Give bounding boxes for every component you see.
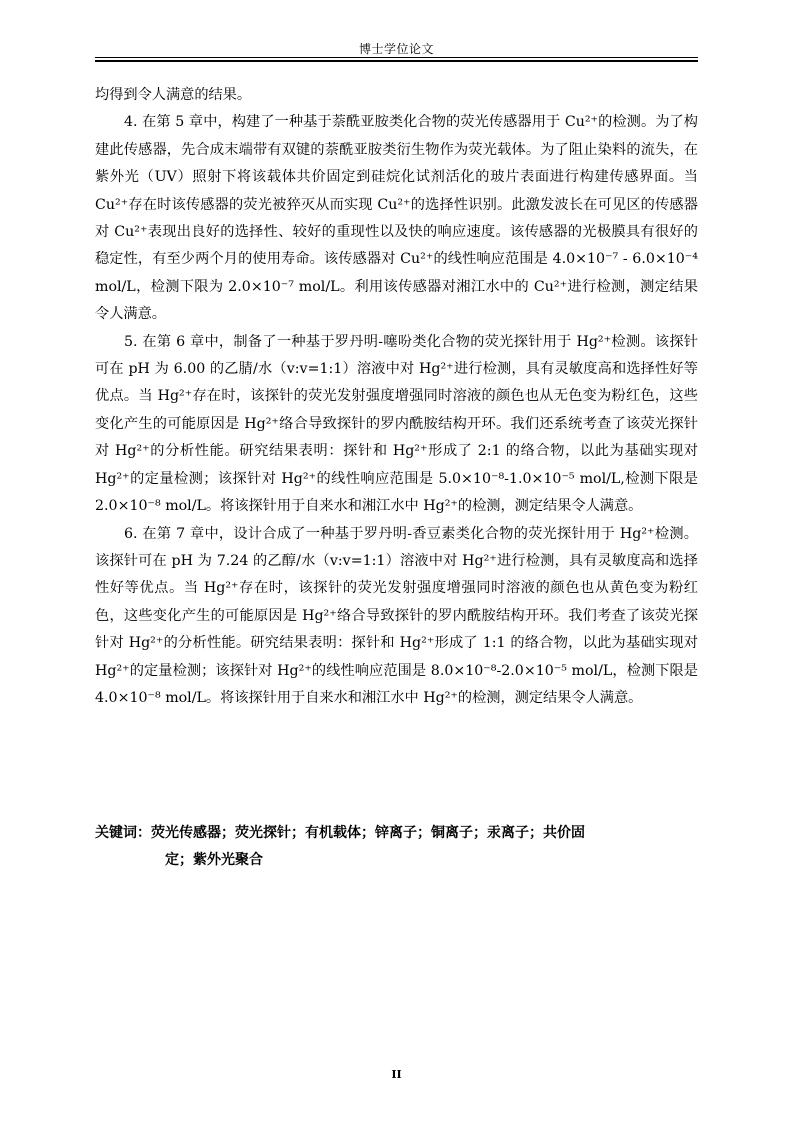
body-text xyxy=(95,82,698,712)
page-number: II xyxy=(391,1068,402,1081)
paragraph-chapter-7: 6. 在第 7 章中，设计合成了一种基于罗丹明-香豆素类化合物的荧光探针用于 Hg²⁺检测。该探针可在 pH 为 7.24 的乙醇/水（v:v=1:1）溶液中对 Hg²⁺进行检测，具有灵敏度高和选择性好等优点。当 Hg²⁺存在时，该探针的荧光发射强度增强同时溶液的颜色也从黄色变为粉红色，这些变化产生的可能原因是 Hg²⁺络合导致探针的罗内酰胺结构开环。我们考查了该荧光探针对 Hg²⁺的分析性能。研究结果表明：探针和 Hg²⁺形成了 1:1 的络合物，以此为基础实现对 Hg²⁺的定量检测；该探针对 Hg²⁺的线性响应范围是 8.0×10⁻⁸-2.0×10⁻⁵ mol/L，检测下限是 4.0×10⁻⁸ mol/L。将该探针用于自来水和湘江水中 Hg²⁺的检测，测定结果令人满意。 xyxy=(95,525,698,706)
page-header-title: 博士学位论文 xyxy=(358,42,434,56)
paragraph-chapter-5: 4. 在第 5 章中，构建了一种基于萘酰亚胺类化合物的荧光传感器用于 Cu²⁺的检测。为了构建此传感器，先合成末端带有双键的萘酰亚胺类衍生物作为荧光载体。为了阻止染料的流失，在紫外光（UV）照射下将该载体共价固定到硅烷化试剂活化的玻片表面进行构建传感界面。当 Cu²⁺存在时该传感器的荧光被猝灭从而实现 Cu²⁺的选择性识别。此激发波长在可见区的传感器对 Cu²⁺表现出良好的选择性、较好的重现性以及快的响应速度。该传感器的光极膜具有很好的稳定性，有至少两个月的使用寿命。该传感器对 Cu²⁺的线性响应范围是 4.0×10⁻⁷ - 6.0×10⁻⁴ mol/L，检测下限为 2.0×10⁻⁷ mol/L。利用该传感器对湘江水中的 Cu²⁺进行检测，测定结果令人满意。 xyxy=(95,114,698,323)
paragraph-chapter-6: 5. 在第 6 章中，制备了一种基于罗丹明-噻吩类化合物的荧光探针用于 Hg²⁺检测。该探针可在 pH 为 6.00 的乙腈/水（v:v=1:1）溶液中对 Hg²⁺进行检测，具有灵敏度高和选择性好等优点。当 Hg²⁺存在时，该探针的荧光发射强度增强同时溶液的颜色也从无色变为粉红色，这些变化产生的可能原因是 Hg²⁺络合导致探针的罗内酰胺结构开环。我们还系统考查了该荧光探针对 Hg²⁺的分析性能。研究结果表明：探针和 Hg²⁺形成了 2:1 的络合物，以此为基础实现对 Hg²⁺的定量检测；该探针对 Hg²⁺的线性响应范围是 5.0×10⁻⁸-1.0×10⁻⁵ mol/L,检测下限是 2.0×10⁻⁸ mol/L。将该探针用于自来水和湘江水中 Hg²⁺的检测，测定结果令人满意。 xyxy=(95,333,698,515)
header-divider xyxy=(95,57,698,62)
keywords-line-2: 定；紫外光聚合 xyxy=(165,852,263,868)
paragraph-continuation: 均得到令人满意的结果。 xyxy=(95,87,252,103)
keywords-section xyxy=(95,820,698,874)
keywords-line-1: 关键词：荧光传感器；荧光探针；有机载体；锌离子；铜离子；汞离子；共价固 xyxy=(95,825,585,841)
